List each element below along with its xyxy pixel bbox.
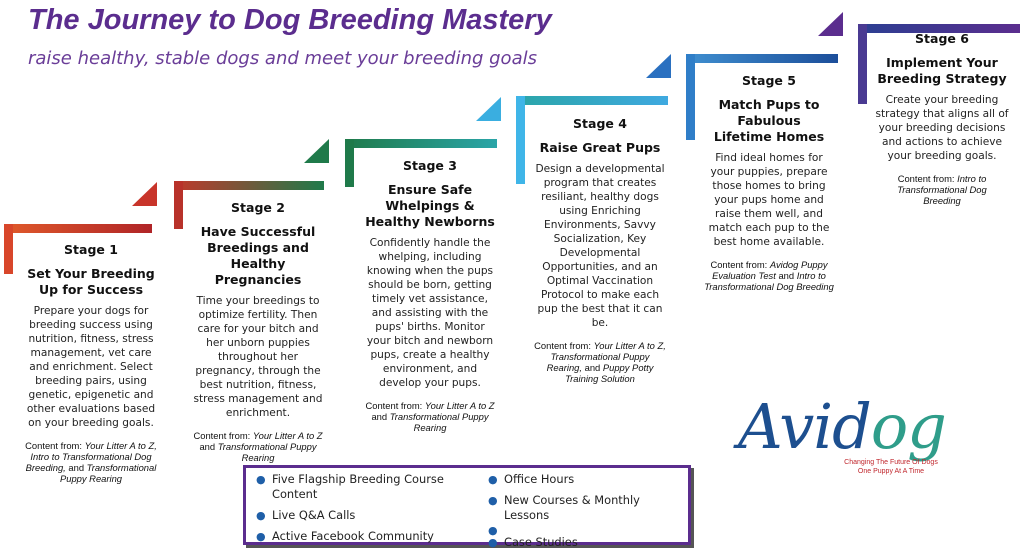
stage-2-heading: Have Successful Breedings and Healthy Pregnancies [200, 224, 316, 287]
bullet-icon: ● [488, 494, 498, 507]
stage-6-source: Content from: Intro to Transformational Dog Breeding [897, 173, 987, 206]
list-item: ● New Courses & Monthly Lessons [488, 493, 640, 522]
features-box [243, 465, 691, 549]
logo-tagline: Changing The Future Of Dogs One Puppy At A Time [844, 459, 938, 475]
stage-3-heading: Ensure Safe Whelpings & Healthy Newborns [365, 182, 495, 229]
stage-6-heading: Implement Your Breeding Strategy [877, 55, 1007, 86]
features-left-list [246, 472, 476, 544]
bullet-icon: ● [256, 530, 266, 543]
stage-1-source: Content from: Your Litter A to Z, Intro to Transformational Dog Breeding, and Transformational Puppy Rearing [25, 440, 157, 484]
stage-1-heading: Set Your Breeding Up for Success [27, 266, 155, 297]
list-item: ● Active Facebook Community [256, 529, 434, 543]
stage-4-number: Stage 4 [573, 116, 627, 131]
features-right-list [478, 472, 688, 549]
stage-4 [532, 116, 668, 384]
stage-5-heading: Match Pups to Fabulous Lifetime Homes [713, 97, 825, 144]
list-item [478, 523, 688, 537]
page-subtitle: raise healthy, stable dogs and meet your breeding goals [28, 48, 537, 69]
stage-3-source: Content from: Your Litter A to Z and Transformational Puppy Rearing [365, 400, 495, 433]
list-item: ● Case Studies [488, 535, 578, 549]
bullet-icon: ● [256, 509, 266, 522]
stage-2-source: Content from: Your Litter A to Z and Transformational Puppy Rearing [193, 430, 323, 463]
stage-5-description: Find ideal homes for your puppies, prepare those homes to bring your pups home and raise them well, and match each pup to the best home available. [708, 152, 830, 248]
stage-3-number: Stage 3 [403, 158, 457, 173]
stage-1-description: Prepare your dogs for breeding success using nutrition, fitness, stress management, vet care and enrichment. Select breeding pairs, using genetic, epigenetic and other evaluations based on your breeding goals. [26, 305, 156, 429]
bullet-icon: ● [488, 473, 498, 486]
stage-1-number: Stage 1 [64, 242, 118, 257]
logo-wordmark: Avidog [738, 390, 946, 463]
stage-5-source: Content from: Avidog Puppy Evaluation Test and Intro to Transformational Dog Breeding [704, 259, 834, 292]
bullet-icon: ● [256, 473, 266, 486]
bullet-icon: ● [488, 536, 498, 549]
stage-4-heading: Raise Great Pups [539, 140, 661, 155]
stage-6-number: Stage 6 [915, 31, 969, 46]
stage-5-number: Stage 5 [742, 73, 796, 88]
stage-2-description: Time your breedings to optimize fertility. Then care for your bitch and her unborn puppies throughout her pregnancy, through the best nutrition, fitness, stress management and enrichment. [193, 295, 323, 419]
stage-2 [192, 200, 324, 463]
page-title: The Journey to Dog Breeding Mastery [28, 4, 552, 36]
stage-3 [362, 158, 498, 433]
stage-6 [874, 31, 1010, 206]
bullet-icon: ● [488, 524, 498, 537]
stage-2-number: Stage 2 [231, 200, 285, 215]
dog-head-icon: o [870, 390, 908, 463]
list-item: ● Office Hours [488, 472, 575, 486]
avidog-logo [738, 392, 978, 482]
stage-4-description: Design a developmental program that creates resiliant, healthy dogs using Enriching Environments, Savvy Socialization, Key Developmental Opportunities, and an Optimal Vaccination Protocol to make each pup the best that it can be. [535, 163, 665, 329]
stage-5 [702, 73, 836, 292]
stage-1 [22, 242, 160, 484]
stage-4-source: Content from: Your Litter A to Z, Transformational Puppy Rearing, and Puppy Potty Training Solution [534, 340, 666, 384]
list-item: ● Live Q&A Calls [256, 508, 356, 522]
stage-6-description: Create your breeding strategy that aligns all of your breeding decisions and actions to achieve your breeding goals. [875, 94, 1009, 162]
list-item: ● Five Flagship Breeding Course Content [256, 472, 444, 501]
stage-3-description: Confidently handle the whelping, including knowing when the pups should be born, getting timely vet assistance, and assisting with the pups' births. Monitor your bitch and newborn pups, create a healthy environment, and develop your pups. [366, 237, 494, 389]
